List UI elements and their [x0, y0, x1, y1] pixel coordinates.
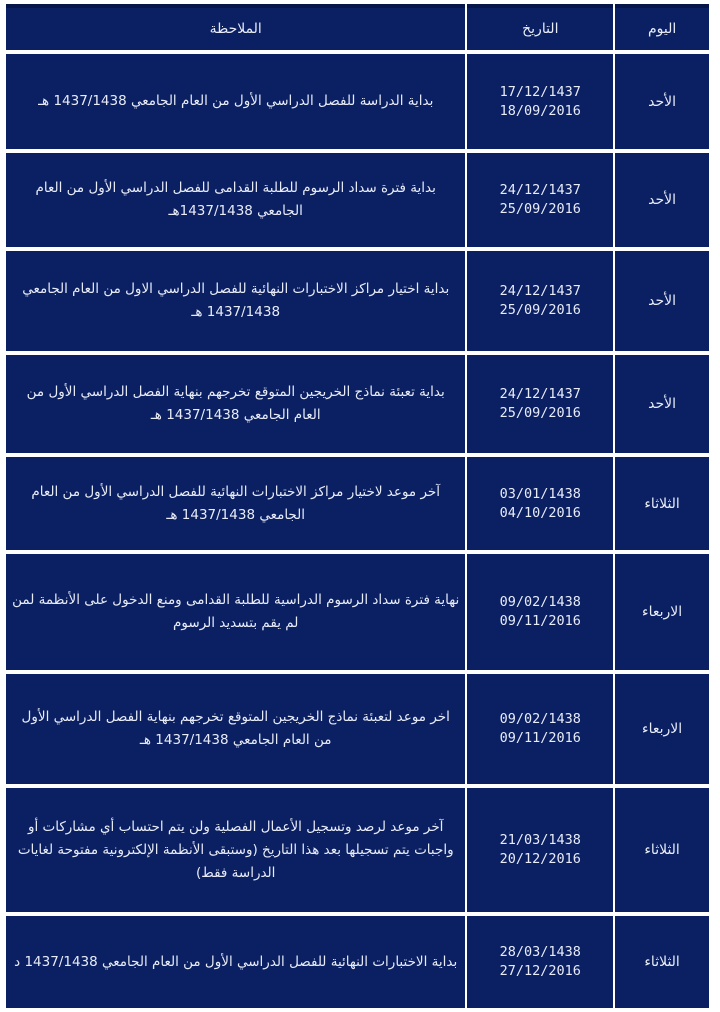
gregorian-date: 25/09/2016 [499, 405, 581, 421]
note-cell: نهاية فترة سداد الرسوم الدراسية للطلبة القدامى ومنع الدخول على الأنظمة لمن لم يقم بتسديد الرسوم [6, 554, 465, 670]
note-cell: اخر موعد لتعبئة نماذج الخريجين المتوقع تخرجهم بنهاية الفصل الدراسي الأول من العام الجامعي 1437/1438 هـ [6, 674, 465, 784]
hijri-date: 28/03/1438 [499, 944, 581, 960]
day-cell: الأحد [615, 251, 709, 351]
date-cell [467, 457, 613, 550]
table-row [6, 251, 709, 351]
gregorian-date: 27/12/2016 [499, 963, 581, 979]
gregorian-date: 20/12/2016 [499, 851, 581, 867]
note-cell: بداية اختيار مراكز الاختبارات النهائية للفصل الدراسي الاول من العام الجامعي 1437/1438 هـ [6, 251, 465, 351]
day-cell: الثلاثاء [615, 916, 709, 1008]
gregorian-date: 04/10/2016 [499, 504, 581, 521]
hijri-date: 09/02/1438 [499, 594, 581, 610]
date-cell [467, 251, 613, 351]
hijri-date: 24/12/1437 [499, 283, 581, 299]
note-cell: بداية الاختبارات النهائية للفصل الدراسي الأول من العام الجامعي 1437/1438 د [6, 916, 465, 1008]
day-cell: الأحد [615, 153, 709, 247]
hijri-date: 24/12/1437 [499, 386, 581, 402]
hijri-date: 17/12/1437 [499, 83, 581, 100]
day-cell: الاربعاء [615, 674, 709, 784]
table-row [6, 355, 709, 453]
day-cell: الثلاثاء [615, 788, 709, 912]
header-date: التاريخ [467, 4, 613, 50]
date-cell [467, 788, 613, 912]
note-cell: آخر موعد لاختيار مراكز الاختبارات النهائية للفصل الدراسي الأول من العام الجامعي 1437/1438 هـ [6, 457, 465, 550]
gregorian-date: 25/09/2016 [499, 201, 581, 217]
hijri-date: 24/12/1437 [499, 182, 581, 198]
note-cell: بداية الدراسة للفصل الدراسي الأول من العام الجامعي 1437/1438 هـ [6, 54, 465, 149]
table-row [6, 674, 709, 784]
gregorian-date: 25/09/2016 [499, 302, 581, 318]
gregorian-date: 09/11/2016 [499, 613, 581, 629]
academic-calendar-table [4, 0, 711, 1012]
gregorian-date: 09/11/2016 [499, 730, 581, 746]
date-cell [467, 355, 613, 453]
date-cell [467, 554, 613, 670]
header-row [6, 4, 709, 50]
day-cell: الأحد [615, 355, 709, 453]
hijri-date: 21/03/1438 [499, 832, 581, 848]
note-cell: بداية فترة سداد الرسوم للطلبة القدامى للفصل الدراسي الأول من العام الجامعي 1437/1438هـ [6, 153, 465, 247]
gregorian-date: 18/09/2016 [499, 102, 581, 119]
table-row [6, 457, 709, 550]
hijri-date: 09/02/1438 [499, 711, 581, 727]
table-row [6, 788, 709, 912]
date-cell [467, 916, 613, 1008]
date-cell [467, 153, 613, 247]
table-row [6, 153, 709, 247]
note-cell: بداية تعبئة نماذج الخريجين المتوقع تخرجهم بنهاية الفصل الدراسي الأول من العام الجامعي 1437/1438 هـ [6, 355, 465, 453]
table-row [6, 554, 709, 670]
table-row [6, 916, 709, 1008]
date-cell [467, 674, 613, 784]
table-row [6, 54, 709, 149]
day-cell: الثلاثاء [615, 457, 709, 550]
date-cell [467, 54, 613, 149]
hijri-date: 03/01/1438 [499, 485, 581, 502]
day-cell: الاربعاء [615, 554, 709, 670]
note-cell: آخر موعد لرصد وتسجيل الأعمال الفصلية ولن يتم احتساب أي مشاركات أو واجبات يتم تسجيلها بعد هذا التاريخ (وستبقى الأنظمة الإلكترونية مفتوحة لغايات الدراسة فقط) [6, 788, 465, 912]
day-cell: الأحد [615, 54, 709, 149]
header-note: الملاحظة [6, 4, 465, 50]
header-day: اليوم [615, 4, 709, 50]
